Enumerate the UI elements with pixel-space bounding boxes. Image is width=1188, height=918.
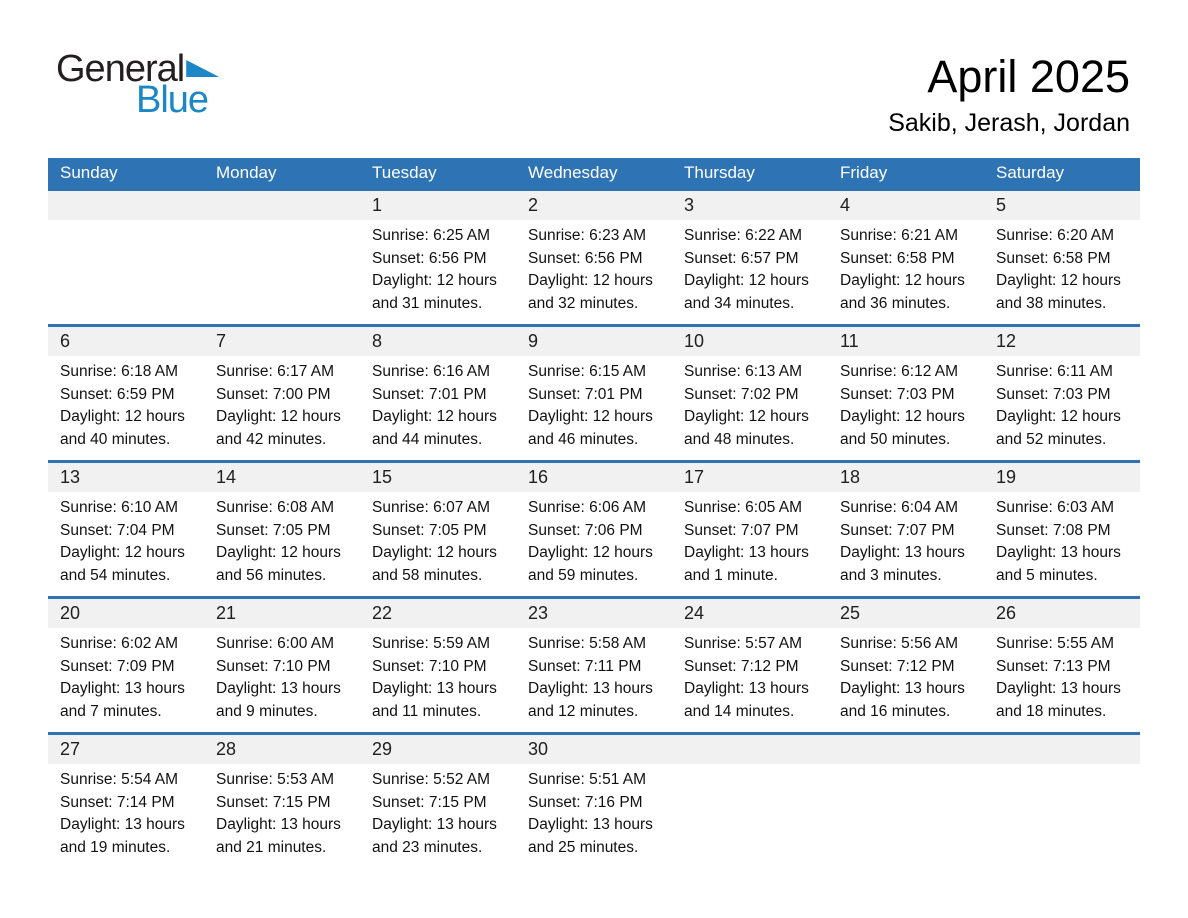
sunrise-line: Sunrise: 5:55 AM (996, 635, 1115, 652)
sunset-line: Sunset: 7:11 PM (528, 657, 642, 675)
day-details (516, 356, 672, 451)
sunrise-line: Sunrise: 6:00 AM (216, 635, 335, 652)
day-number: 15 (360, 463, 516, 492)
logo-text-blue: Blue (136, 79, 209, 121)
sunset-line: Sunset: 7:10 PM (216, 657, 331, 675)
sunrise-line: Sunrise: 6:04 AM (840, 499, 959, 516)
week-row (48, 324, 1140, 460)
day-details (360, 220, 516, 315)
daylight-line: Daylight: 13 hours (996, 680, 1121, 697)
location-subtitle: Sakib, Jerash, Jordan (888, 108, 1130, 137)
daylight-line: Daylight: 12 hours (216, 544, 341, 561)
sunset-line: Sunset: 7:12 PM (840, 657, 955, 675)
daylight-line: Daylight: 12 hours (996, 272, 1121, 289)
daylight-line-2: and 16 minutes. (840, 702, 951, 720)
day-number: 19 (984, 463, 1140, 492)
day-details (48, 356, 204, 451)
daylight-line: Daylight: 13 hours (216, 816, 341, 833)
daylight-line: Daylight: 13 hours (528, 816, 653, 833)
day-details (360, 764, 516, 859)
sunrise-line: Sunrise: 6:23 AM (528, 227, 647, 244)
weekday-header-wednesday: Wednesday (528, 163, 618, 182)
sunset-line: Sunset: 7:12 PM (684, 657, 799, 675)
day-details (204, 356, 360, 451)
sunrise-line: Sunrise: 6:25 AM (372, 227, 491, 244)
page-header (48, 0, 1140, 158)
month-title: April 2025 (927, 51, 1130, 102)
sunrise-line: Sunrise: 6:15 AM (528, 363, 647, 380)
daylight-line-2: and 14 minutes. (684, 702, 795, 720)
day-cell (828, 327, 984, 460)
sunset-line: Sunset: 7:05 PM (216, 521, 331, 539)
day-number: 29 (360, 735, 516, 764)
day-details (828, 220, 984, 315)
sunrise-line: Sunrise: 6:17 AM (216, 363, 335, 380)
daylight-line-2: and 50 minutes. (840, 430, 951, 448)
day-number (672, 735, 828, 764)
daylight-line-2: and 52 minutes. (996, 430, 1107, 448)
daylight-line: Daylight: 12 hours (528, 544, 653, 561)
daylight-line-2: and 12 minutes. (528, 702, 639, 720)
logo-triangle-icon (186, 60, 219, 77)
day-number: 27 (48, 735, 204, 764)
sunset-line: Sunset: 7:09 PM (60, 657, 175, 675)
sunrise-line: Sunrise: 5:53 AM (216, 771, 335, 788)
sunrise-line: Sunrise: 6:21 AM (840, 227, 959, 244)
daylight-line-2: and 46 minutes. (528, 430, 639, 448)
day-cell (672, 599, 828, 732)
sunset-line: Sunset: 7:06 PM (528, 521, 643, 539)
day-number: 30 (516, 735, 672, 764)
day-number: 7 (204, 327, 360, 356)
sunset-line: Sunset: 7:03 PM (996, 385, 1111, 403)
day-details (204, 764, 360, 859)
day-cell (360, 735, 516, 868)
sunset-line: Sunset: 7:01 PM (528, 385, 643, 403)
day-number (204, 191, 360, 220)
day-details (48, 492, 204, 587)
daylight-line-2: and 40 minutes. (60, 430, 171, 448)
weekday-header-sunday: Sunday (60, 163, 118, 182)
sunset-line: Sunset: 7:15 PM (216, 793, 331, 811)
day-cell (48, 735, 204, 868)
day-number: 25 (828, 599, 984, 628)
day-details (984, 492, 1140, 587)
day-number: 24 (672, 599, 828, 628)
daylight-line-2: and 9 minutes. (216, 702, 318, 720)
day-cell (828, 599, 984, 732)
day-cell (984, 327, 1140, 460)
day-number: 9 (516, 327, 672, 356)
sunset-line: Sunset: 7:13 PM (996, 657, 1111, 675)
day-cell (672, 463, 828, 596)
sunrise-line: Sunrise: 6:12 AM (840, 363, 959, 380)
daylight-line: Daylight: 13 hours (60, 680, 185, 697)
day-number: 23 (516, 599, 672, 628)
day-number: 20 (48, 599, 204, 628)
day-details (672, 628, 828, 723)
daylight-line-2: and 36 minutes. (840, 294, 951, 312)
daylight-line: Daylight: 12 hours (60, 408, 185, 425)
sunrise-line: Sunrise: 5:52 AM (372, 771, 491, 788)
sunset-line: Sunset: 7:05 PM (372, 521, 487, 539)
daylight-line: Daylight: 12 hours (840, 272, 965, 289)
day-number: 26 (984, 599, 1140, 628)
day-number: 6 (48, 327, 204, 356)
day-details (516, 628, 672, 723)
sunset-line: Sunset: 7:07 PM (684, 521, 799, 539)
week-row (48, 460, 1140, 596)
day-cell (360, 191, 516, 324)
day-number: 3 (672, 191, 828, 220)
sunrise-line: Sunrise: 5:58 AM (528, 635, 647, 652)
day-details (48, 764, 204, 859)
daylight-line: Daylight: 13 hours (528, 680, 653, 697)
day-cell (828, 463, 984, 596)
sunrise-line: Sunrise: 5:59 AM (372, 635, 491, 652)
daylight-line: Daylight: 13 hours (840, 544, 965, 561)
day-number: 13 (48, 463, 204, 492)
daylight-line: Daylight: 12 hours (684, 272, 809, 289)
day-details (984, 356, 1140, 451)
day-number: 16 (516, 463, 672, 492)
day-number: 17 (672, 463, 828, 492)
sunrise-line: Sunrise: 6:11 AM (996, 363, 1113, 380)
daylight-line-2: and 5 minutes. (996, 566, 1098, 584)
day-cell (360, 463, 516, 596)
weekday-header-saturday: Saturday (996, 163, 1065, 182)
day-number: 4 (828, 191, 984, 220)
daylight-line-2: and 18 minutes. (996, 702, 1107, 720)
weekday-header-row (48, 158, 1140, 188)
day-number: 10 (672, 327, 828, 356)
sunset-line: Sunset: 6:58 PM (996, 249, 1111, 267)
sunset-line: Sunset: 7:01 PM (372, 385, 487, 403)
daylight-line: Daylight: 12 hours (372, 408, 497, 425)
daylight-line: Daylight: 12 hours (996, 408, 1121, 425)
day-cell (984, 191, 1140, 324)
day-details (360, 492, 516, 587)
day-details (204, 628, 360, 723)
day-cell (48, 327, 204, 460)
sunset-line: Sunset: 7:16 PM (528, 793, 643, 811)
day-details (984, 628, 1140, 723)
calendar-body (48, 188, 1140, 868)
day-details (984, 220, 1140, 315)
sunset-line: Sunset: 7:04 PM (60, 521, 175, 539)
sunrise-line: Sunrise: 5:56 AM (840, 635, 959, 652)
sunrise-line: Sunrise: 5:57 AM (684, 635, 803, 652)
daylight-line: Daylight: 13 hours (372, 816, 497, 833)
day-number (48, 191, 204, 220)
day-cell (672, 191, 828, 324)
sunset-line: Sunset: 7:02 PM (684, 385, 799, 403)
sunset-line: Sunset: 7:10 PM (372, 657, 487, 675)
daylight-line: Daylight: 12 hours (216, 408, 341, 425)
daylight-line-2: and 11 minutes. (372, 702, 482, 720)
daylight-line: Daylight: 12 hours (528, 408, 653, 425)
day-details (360, 628, 516, 723)
sunrise-line: Sunrise: 6:20 AM (996, 227, 1115, 244)
daylight-line-2: and 34 minutes. (684, 294, 795, 312)
day-number: 12 (984, 327, 1140, 356)
sunrise-line: Sunrise: 6:03 AM (996, 499, 1115, 516)
day-cell (516, 599, 672, 732)
empty-cell (984, 735, 1140, 868)
day-number: 18 (828, 463, 984, 492)
sunrise-line: Sunrise: 6:16 AM (372, 363, 491, 380)
daylight-line-2: and 19 minutes. (60, 838, 171, 856)
weekday-header-friday: Friday (840, 163, 888, 182)
day-cell (828, 191, 984, 324)
sunset-line: Sunset: 7:15 PM (372, 793, 487, 811)
daylight-line: Daylight: 13 hours (684, 544, 809, 561)
daylight-line: Daylight: 13 hours (372, 680, 497, 697)
sunset-line: Sunset: 7:08 PM (996, 521, 1111, 539)
daylight-line-2: and 1 minute. (684, 566, 778, 584)
week-row (48, 188, 1140, 324)
weekday-header-monday: Monday (216, 163, 277, 182)
calendar-grid (48, 158, 1140, 868)
day-number: 28 (204, 735, 360, 764)
daylight-line-2: and 21 minutes. (216, 838, 327, 856)
daylight-line-2: and 38 minutes. (996, 294, 1107, 312)
daylight-line-2: and 3 minutes. (840, 566, 942, 584)
sunrise-line: Sunrise: 5:54 AM (60, 771, 179, 788)
day-details (828, 628, 984, 723)
day-number: 21 (204, 599, 360, 628)
daylight-line: Daylight: 12 hours (840, 408, 965, 425)
week-row (48, 732, 1140, 868)
day-number: 14 (204, 463, 360, 492)
day-cell (204, 599, 360, 732)
weekday-header-thursday: Thursday (684, 163, 755, 182)
day-details (828, 356, 984, 451)
day-cell (516, 463, 672, 596)
day-details (204, 492, 360, 587)
daylight-line: Daylight: 12 hours (60, 544, 185, 561)
daylight-line-2: and 42 minutes. (216, 430, 327, 448)
day-details (672, 356, 828, 451)
daylight-line-2: and 44 minutes. (372, 430, 483, 448)
daylight-line-2: and 25 minutes. (528, 838, 639, 856)
sunset-line: Sunset: 6:57 PM (684, 249, 799, 267)
daylight-line: Daylight: 12 hours (372, 272, 497, 289)
sunset-line: Sunset: 6:56 PM (528, 249, 643, 267)
day-number (984, 735, 1140, 764)
day-number: 8 (360, 327, 516, 356)
daylight-line-2: and 31 minutes. (372, 294, 483, 312)
general-blue-logo (56, 50, 219, 119)
daylight-line-2: and 48 minutes. (684, 430, 795, 448)
day-cell (360, 327, 516, 460)
title-block (888, 52, 1130, 138)
sunrise-line: Sunrise: 6:13 AM (684, 363, 803, 380)
daylight-line-2: and 54 minutes. (60, 566, 171, 584)
sunset-line: Sunset: 7:03 PM (840, 385, 955, 403)
day-number (828, 735, 984, 764)
day-details (360, 356, 516, 451)
day-cell (672, 327, 828, 460)
sunset-line: Sunset: 6:59 PM (60, 385, 175, 403)
day-number: 5 (984, 191, 1140, 220)
sunset-line: Sunset: 7:07 PM (840, 521, 955, 539)
day-number: 2 (516, 191, 672, 220)
day-cell (360, 599, 516, 732)
day-details (516, 220, 672, 315)
day-number: 1 (360, 191, 516, 220)
day-cell (516, 327, 672, 460)
sunrise-line: Sunrise: 5:51 AM (528, 771, 647, 788)
daylight-line: Daylight: 13 hours (996, 544, 1121, 561)
logo-text-general: General (56, 48, 185, 90)
sunset-line: Sunset: 7:14 PM (60, 793, 175, 811)
day-details (828, 492, 984, 587)
sunrise-line: Sunrise: 6:05 AM (684, 499, 803, 516)
day-details (672, 492, 828, 587)
daylight-line-2: and 7 minutes. (60, 702, 162, 720)
daylight-line: Daylight: 12 hours (528, 272, 653, 289)
sunrise-line: Sunrise: 6:08 AM (216, 499, 335, 516)
weekday-header-tuesday: Tuesday (372, 163, 437, 182)
sunset-line: Sunset: 7:00 PM (216, 385, 331, 403)
daylight-line: Daylight: 13 hours (216, 680, 341, 697)
day-cell (204, 327, 360, 460)
week-row (48, 596, 1140, 732)
daylight-line-2: and 56 minutes. (216, 566, 327, 584)
day-cell (516, 735, 672, 868)
day-details (516, 764, 672, 859)
sunrise-line: Sunrise: 6:10 AM (60, 499, 179, 516)
empty-cell (48, 191, 204, 324)
sunrise-line: Sunrise: 6:18 AM (60, 363, 179, 380)
daylight-line: Daylight: 12 hours (372, 544, 497, 561)
sunset-line: Sunset: 6:56 PM (372, 249, 487, 267)
day-cell (204, 463, 360, 596)
daylight-line: Daylight: 12 hours (684, 408, 809, 425)
day-cell (516, 191, 672, 324)
day-number: 11 (828, 327, 984, 356)
daylight-line-2: and 32 minutes. (528, 294, 639, 312)
daylight-line: Daylight: 13 hours (840, 680, 965, 697)
day-details (672, 220, 828, 315)
empty-cell (828, 735, 984, 868)
daylight-line: Daylight: 13 hours (60, 816, 185, 833)
sunrise-line: Sunrise: 6:07 AM (372, 499, 491, 516)
day-details (48, 628, 204, 723)
daylight-line-2: and 58 minutes. (372, 566, 483, 584)
empty-cell (672, 735, 828, 868)
empty-cell (204, 191, 360, 324)
day-cell (48, 599, 204, 732)
day-cell (984, 463, 1140, 596)
day-details (516, 492, 672, 587)
day-number: 22 (360, 599, 516, 628)
sunrise-line: Sunrise: 6:22 AM (684, 227, 803, 244)
day-cell (984, 599, 1140, 732)
daylight-line-2: and 23 minutes. (372, 838, 483, 856)
sunset-line: Sunset: 6:58 PM (840, 249, 955, 267)
daylight-line-2: and 59 minutes. (528, 566, 639, 584)
day-cell (48, 463, 204, 596)
day-cell (204, 735, 360, 868)
daylight-line: Daylight: 13 hours (684, 680, 809, 697)
sunrise-line: Sunrise: 6:02 AM (60, 635, 179, 652)
sunrise-line: Sunrise: 6:06 AM (528, 499, 647, 516)
